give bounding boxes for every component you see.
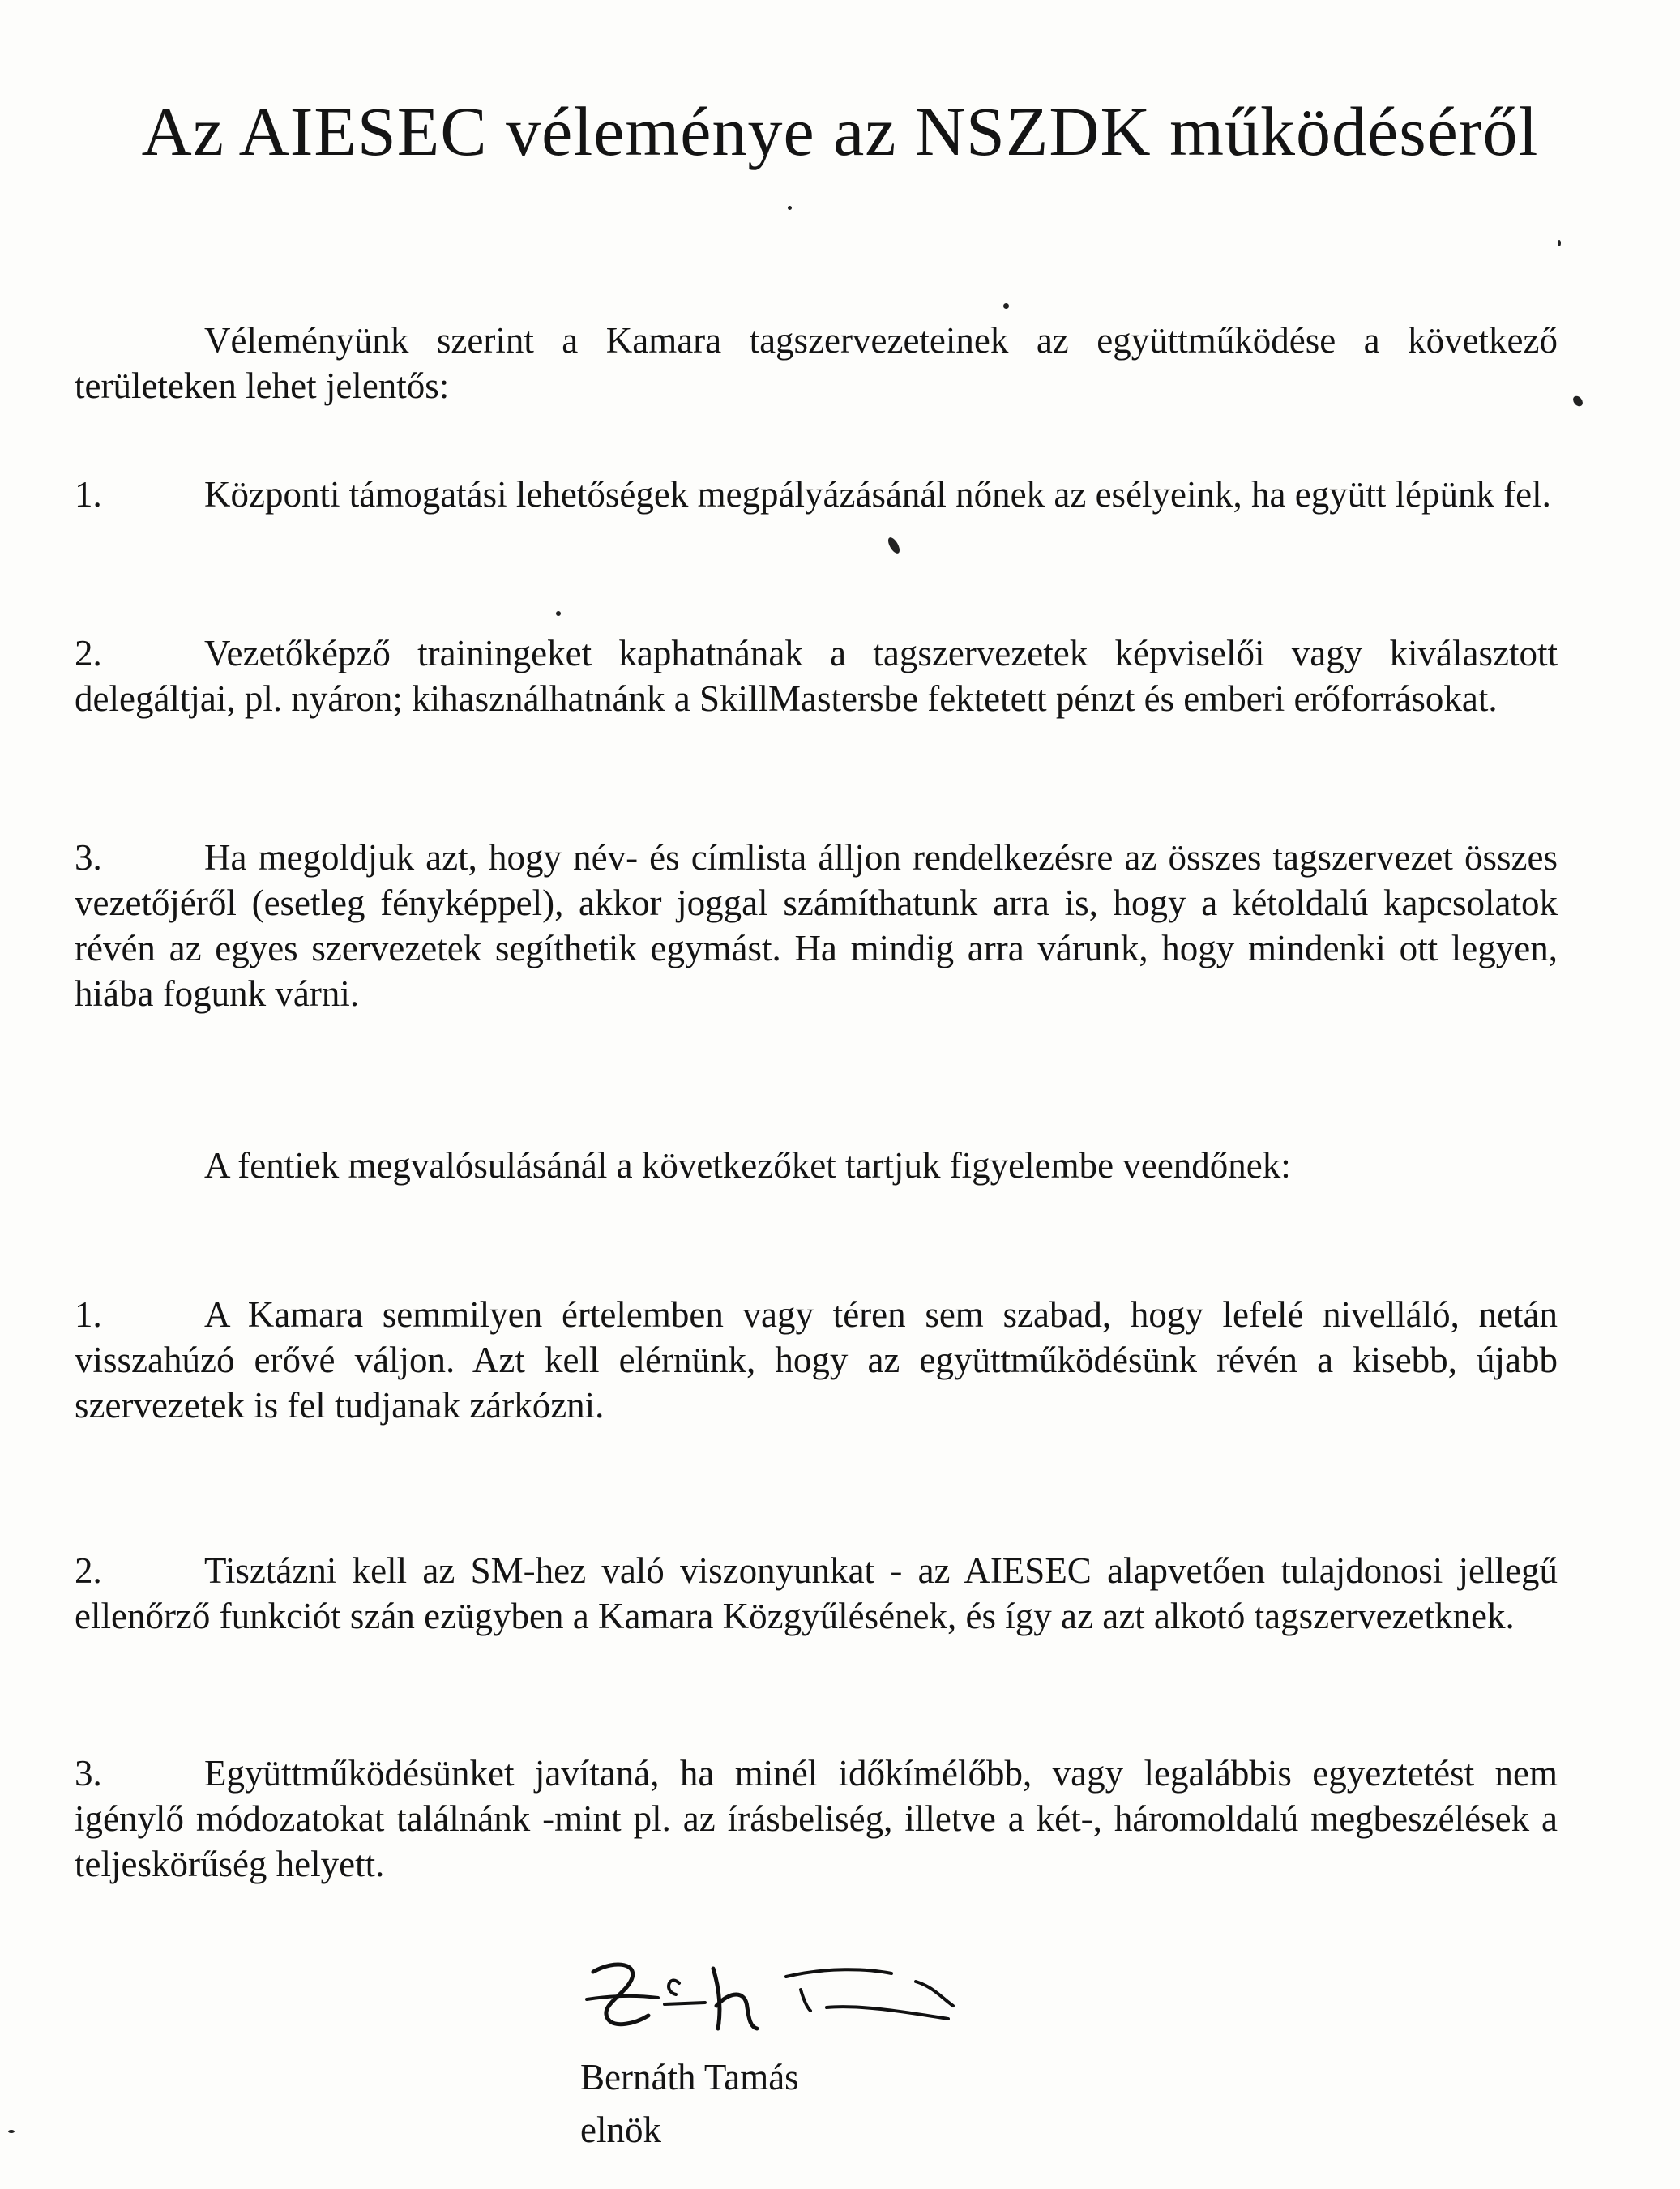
- scan-speck: [1558, 240, 1561, 246]
- list1-item-2-text: Vezetőképző trainingeket kaphatnának a tagszervezetek képviselői vagy kiválasztott delegáltjai, pl. nyáron; kihasználhatnánk a SkillMastersbe fektetett pénzt és emberi erőforrásokat.: [75, 633, 1558, 719]
- scan-speck: [8, 2130, 15, 2133]
- list1-item-1-text: Központi támogatási lehetőségek megpályázásánál nőnek az esélyeink, ha együtt lépünk fel.: [204, 474, 1551, 515]
- list1-item-1: [75, 472, 1558, 517]
- scan-speck: [788, 206, 792, 210]
- list2-item-2-text: Tisztázni kell az SM-hez való viszonyunkat - az AIESEC alapvetően tulajdonosi jellegű ellenőrző funkciót szán ezügyben a Kamara Közgyűlésének, és így az azt alkotó tagszervezetknek.: [75, 1550, 1558, 1636]
- intro-paragraph: [75, 318, 1558, 408]
- document-title: Az AIESEC véleménye az NSZDK működéséről: [141, 92, 1539, 170]
- list2-item-3: [75, 1751, 1558, 1887]
- list2-item-3-text: Együttműködésünket javítaná, ha minél időkímélőbb, vagy legalábbis egyeztetést nem igénylő módozatokat találnánk -mint pl. az írásbeliség, illetve a két-, háromoldalú megbeszélések a teljeskörűség helyett.: [75, 1753, 1558, 1884]
- signer-name: Bernáth Tamás: [580, 2057, 799, 2097]
- signature-scribble: [584, 1949, 973, 2038]
- scan-speck: [556, 611, 561, 616]
- list2-item-1-number: 1.: [75, 1294, 102, 1335]
- middle-paragraph: [75, 1143, 1558, 1188]
- handwritten-signature: [584, 1949, 973, 2038]
- scan-speck: [886, 536, 902, 555]
- list2-item-2: [75, 1548, 1558, 1639]
- scan-speck: [1571, 394, 1585, 408]
- signer-role: elnök: [580, 2110, 661, 2150]
- list1-item-1-number: 1.: [75, 474, 102, 515]
- list1-item-3-text: Ha megoldjuk azt, hogy név- és címlista álljon rendelkezésre az összes tagszervezet összes vezetőjéről (esetleg fényképpel), akkor joggal számíthatunk arra is, hogy a kétoldalú kapcsolatok révén az egyes szervezetek segíthetik egymást. Ha mindig arra várunk, hogy mindenki ott legyen, hiába fogunk várni.: [75, 837, 1558, 1014]
- list2-item-2-number: 2.: [75, 1550, 102, 1591]
- scan-speck: [1003, 303, 1009, 309]
- list1-item-3-number: 3.: [75, 837, 102, 878]
- intro-text: Véleményünk szerint a Kamara tagszervezeteinek az együttműködése a következő területeken lehet jelentős:: [75, 320, 1558, 406]
- list2-item-1-text: A Kamara semmilyen értelemben vagy téren sem szabad, hogy lefelé nivelláló, netán visszahúzó erővé váljon. Azt kell elérnünk, hogy az együttműködésünk révén a kisebb, újabb szervezetek is fel tudjanak zárkózni.: [75, 1294, 1558, 1426]
- list1-item-2-number: 2.: [75, 633, 102, 673]
- middle-text: A fentiek megvalósulásánál a következőket tartjuk figyelembe veendőnek:: [204, 1145, 1291, 1186]
- list2-item-3-number: 3.: [75, 1753, 102, 1794]
- list1-item-2: [75, 631, 1558, 721]
- list1-item-3: [75, 835, 1558, 1016]
- list2-item-1: [75, 1292, 1558, 1428]
